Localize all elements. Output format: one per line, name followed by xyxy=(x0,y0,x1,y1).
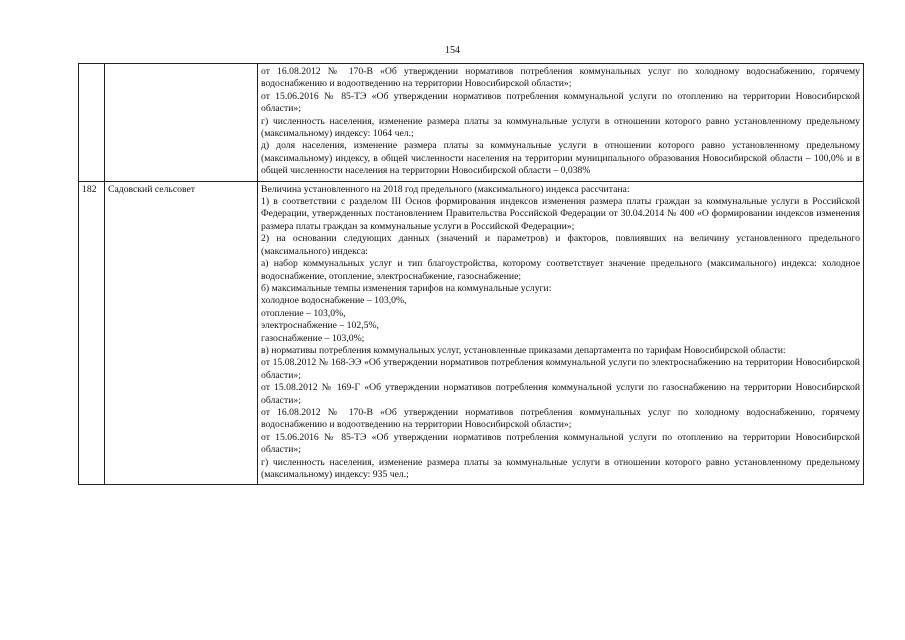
paragraph: 1) в соответствии с разделом III Основ формирования индексов изменения размера платы граждан за коммунальные услуги в Российской Федерации, утвержденных постановлением Правительства Российской Федерации от 30.04.2014 № 400 «О формировании индексов изменения размера платы граждан за коммунальные услуги в Российской Федерации»; xyxy=(261,196,860,232)
paragraph: 2) на основании следующих данных (значений и параметров) и факторов, повлиявших на величину установленного предельного (максимального) индекса: xyxy=(261,233,860,257)
paragraph: в) нормативы потребления коммунальных услуг, установленные приказами департамента по тарифам Новосибирской области: xyxy=(261,344,786,356)
paragraph: а) набор коммунальных услуг и тип благоустройства, которому соответствует значение предельного (максимального) индекса: холодное водоснабжение, отопление, электроснабжение, газоснабжение; xyxy=(261,258,860,282)
tariff-line: электроснабжение – 102,5%, xyxy=(261,320,379,332)
paragraph: б) максимальные темпы изменения тарифов на коммунальные услуги: xyxy=(261,282,552,294)
paragraph: от 15.06.2016 № 85-ТЭ «Об утверждении нормативов потребления коммунальной услуги по отоплению на территории Новосибирской области»; xyxy=(261,431,860,456)
paragraph: г) численность населения, изменение размера платы за коммунальные услуги в отношении которого равно установленному предельному (максимальному) индексу: 1064 чел.; xyxy=(261,115,860,140)
page-number: 154 xyxy=(445,45,460,56)
paragraph: от 15.06.2016 № 85-ТЭ «Об утверждении нормативов потребления коммунальной услуги по отоплению на территории Новосибирской области»; xyxy=(261,90,860,115)
table-row-182 xyxy=(79,181,864,485)
municipality-name-cell xyxy=(105,64,258,182)
paragraph: Величина установленного на 2018 год предельного (максимального) индекса рассчитана: xyxy=(261,183,630,195)
row-number-cell xyxy=(79,64,105,182)
municipality-name-cell: Садовский сельсовет xyxy=(105,181,258,485)
paragraph: от 15.08.2012 № 168-ЭЭ «Об утверждении нормативов потребления коммунальной услуги по электроснабжению на территории Новосибирской области»; xyxy=(261,357,860,381)
document-table xyxy=(78,63,864,485)
table-row-continued xyxy=(79,64,864,182)
row-number-cell: 182 xyxy=(79,181,105,485)
description-cell xyxy=(258,181,864,485)
tariff-line: отопление – 103,0%, xyxy=(261,307,346,319)
paragraph: г) численность населения, изменение размера платы за коммунальные услуги в отношении которого равно установленному предельному (максимальному) индексу: 935 чел.; xyxy=(261,456,860,480)
paragraph: д) доля населения, изменение размера платы за коммунальные услуги в отношении которого равно установленному предельному (максимальному) индексу, в общей численности населения на территории муниципального образования Новосибирской области – 100,0% и в общей численности населения на территории Новосибирской области – 0,038% xyxy=(261,140,860,177)
description-cell xyxy=(258,64,864,182)
paragraph: от 15.08.2012 № 169-Г «Об утверждении нормативов потребления коммунальной услуги по газоснабжению на территории Новосибирской области»; xyxy=(261,382,860,406)
tariff-line: газоснабжение – 103,0%; xyxy=(261,332,365,344)
paragraph: от 16.08.2012 № 170-В «Об утверждении нормативов потребления коммунальных услуг по холодному водоснабжению, горячему водоснабжению и водоотведению на территории Новосибирской области»; xyxy=(261,406,860,431)
tariff-line: холодное водоснабжение – 103,0%, xyxy=(261,295,407,307)
paragraph: от 16.08.2012 № 170-В «Об утверждении нормативов потребления коммунальных услуг по холодному водоснабжению, горячему водоснабжению и водоотведению на территории Новосибирской области»; xyxy=(261,66,860,90)
